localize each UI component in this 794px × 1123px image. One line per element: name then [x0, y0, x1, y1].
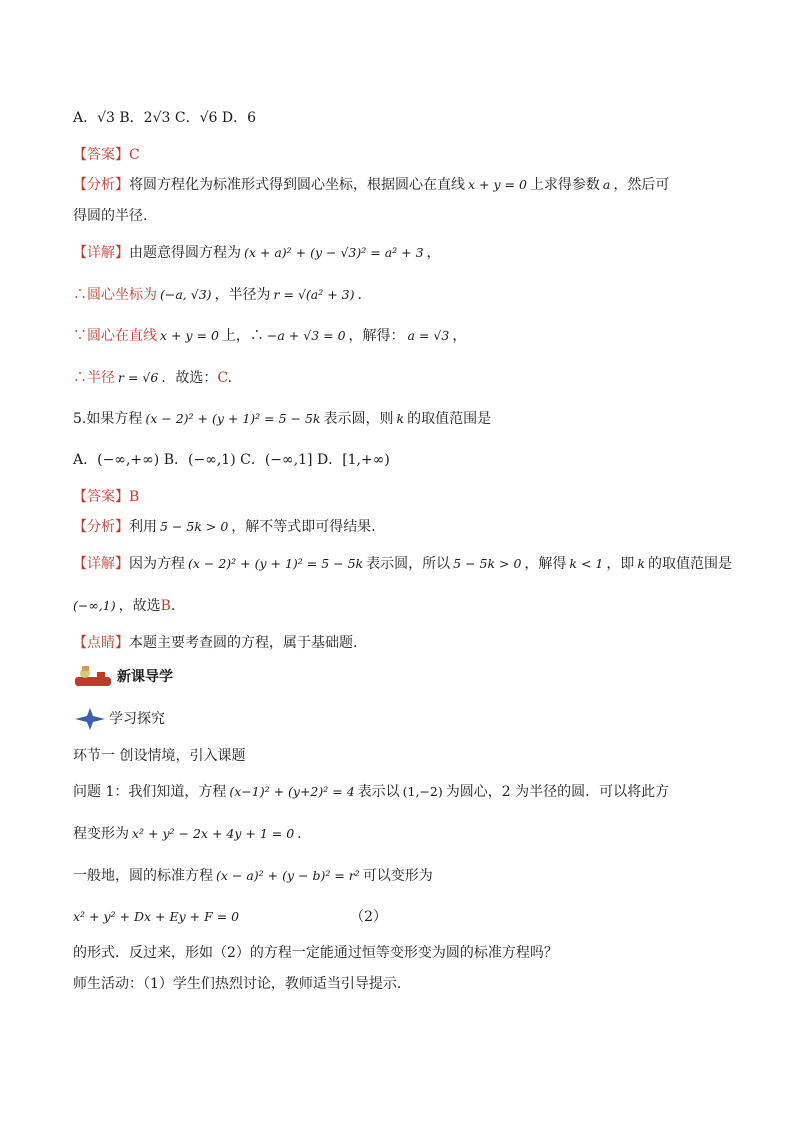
detail-tag: 【详解】 — [73, 556, 129, 572]
step-text: ，解得： — [348, 328, 405, 344]
step-math: a = √3 — [407, 328, 450, 343]
problem-text: 程变形为 — [73, 826, 129, 842]
analysis-text: 将圆方程化为标准形式得到圆心坐标，根据圆心在直线 — [129, 177, 465, 193]
analysis-text: 利用 — [129, 519, 157, 535]
step-math: r = √6 — [118, 370, 159, 385]
q4-step2 — [73, 326, 466, 346]
general-text: 一般地，圆的标准方程 — [73, 868, 213, 884]
answer-value: C — [129, 147, 140, 163]
q4-answer-line — [73, 145, 140, 165]
detail-text: 由题意得圆方程为 — [129, 245, 241, 261]
general-line — [73, 866, 433, 886]
analysis-math: x + y = 0 — [468, 177, 527, 192]
stem-text: 5.如果方程 — [73, 411, 143, 427]
detail-text: 的取值范围是 — [647, 556, 732, 572]
step-math: (−a, √3) — [160, 287, 212, 302]
detail-text: 因为方程 — [129, 556, 185, 572]
detail-math: k — [637, 556, 645, 571]
detail-text: ，即 — [606, 556, 635, 572]
analysis-text: ，然后可 — [613, 177, 670, 193]
stem-math: k — [396, 411, 405, 426]
q5-remark-line — [73, 633, 357, 653]
q5-answer-line — [73, 487, 139, 507]
problem-text: . — [297, 826, 302, 842]
q5-detail-line2 — [73, 596, 175, 616]
problem-line2 — [73, 824, 302, 844]
q4-step3 — [73, 368, 232, 388]
remark-text: 本题主要考查圆的方程，属于基础题. — [129, 635, 358, 651]
step-text: ∴半径 — [73, 370, 115, 386]
detail-text: 表示圆，所以 — [366, 556, 451, 572]
step-text: ，半径为 — [214, 287, 271, 303]
step-text: ∵圆心在直线 — [73, 328, 157, 344]
equation-number: （2） — [350, 909, 388, 925]
detail-text: . — [170, 598, 176, 614]
section-title: 新课导学 — [117, 669, 173, 685]
step-text: ．故选： — [161, 370, 218, 386]
converse-question: 的形式．反过来，形如（2）的方程一定能通过恒等变形变为圆的标准方程吗？ — [73, 945, 558, 961]
problem-line1 — [73, 782, 669, 802]
part-heading: 环节一 创设情境，引入课题 — [73, 748, 246, 764]
detail-math: (x − 2)² + (y + 1)² = 5 − 5k — [188, 556, 364, 571]
q4-step1 — [73, 285, 362, 305]
answer-value: B — [129, 489, 140, 505]
q5-analysis-line — [73, 517, 376, 537]
q4-options: A．√3 B．2√3 C．√6 D．6 — [73, 110, 256, 126]
detail-answer: B — [160, 598, 171, 614]
equation-2: x² + y² + Dx + Ey + F = 0 — [73, 909, 240, 924]
general-math: (x − a)² + (y − b)² = r² — [216, 868, 360, 883]
analysis-text: 上求得参数 — [529, 177, 600, 193]
activity-line: 师生活动：（1）学生们热烈讨论，教师适当引导提示. — [73, 976, 402, 992]
step-math: −a + √3 = 0 — [266, 328, 346, 343]
detail-math: 5 − 5k > 0 — [453, 556, 522, 571]
q4-analysis-line2: 得圆的半径. — [73, 208, 148, 224]
problem-math: (1,−2) — [402, 784, 443, 799]
q4-analysis-line1 — [73, 175, 669, 195]
answer-tag: 【答案】 — [73, 489, 129, 505]
stem-text: 的取值范围是 — [407, 411, 492, 427]
detail-math: k < 1 — [569, 556, 604, 571]
analysis-math: 5 − 5k > 0 — [160, 519, 229, 534]
detail-text: ， — [426, 245, 441, 261]
analysis-tag: 【分析】 — [73, 177, 129, 193]
analysis-math: a — [602, 177, 611, 192]
problem-text: 为圆心，2 为半径的圆．可以将此方 — [445, 784, 670, 800]
detail-text: ，解得 — [524, 556, 567, 572]
answer-tag: 【答案】 — [73, 147, 129, 163]
analysis-tag: 【分析】 — [73, 519, 129, 535]
problem-text: 问题 1：我们知道，方程 — [73, 784, 227, 800]
detail-math: (x + a)² + (y − √3)² = a² + 3 — [244, 245, 424, 260]
step-math: r = √(a² + 3) — [273, 287, 355, 302]
problem-text: 表示以 — [357, 784, 400, 800]
equation-2-line — [73, 907, 387, 927]
problem-math: x² + y² − 2x + 4y + 1 = 0 — [132, 826, 295, 841]
step-text: ， — [452, 328, 467, 344]
remark-tag: 【点睛】 — [73, 635, 129, 651]
stem-text: 表示圆，则 — [323, 411, 394, 427]
detail-math: (−∞,1) — [73, 598, 116, 613]
section-banner-icon — [73, 664, 113, 690]
detail-tag: 【详解】 — [73, 245, 129, 261]
step-text: . — [357, 287, 362, 303]
step-math: x + y = 0 — [160, 328, 219, 343]
general-text: 可以变形为 — [362, 868, 433, 884]
q5-stem — [73, 409, 491, 429]
step-text: 上，∴ — [221, 328, 264, 344]
step-text: . — [227, 370, 232, 386]
q5-detail-line1 — [73, 554, 732, 574]
four-point-star-icon — [75, 708, 105, 730]
stem-math: (x − 2)² + (y + 1)² = 5 − 5k — [145, 411, 321, 426]
step-answer: C — [217, 370, 228, 386]
analysis-text: ，解不等式即可得结果. — [231, 519, 376, 535]
subsection-title: 学习探究 — [109, 711, 165, 727]
detail-text: ，故选 — [118, 598, 161, 614]
problem-math: (x−1)² + (y+2)² = 4 — [229, 784, 355, 799]
q4-detail-line — [73, 243, 441, 263]
q5-options: A．(−∞,+∞) B．(−∞,1) C．(−∞,1] D．[1,+∞) — [73, 452, 390, 468]
step-text: ∴圆心坐标为 — [73, 287, 157, 303]
